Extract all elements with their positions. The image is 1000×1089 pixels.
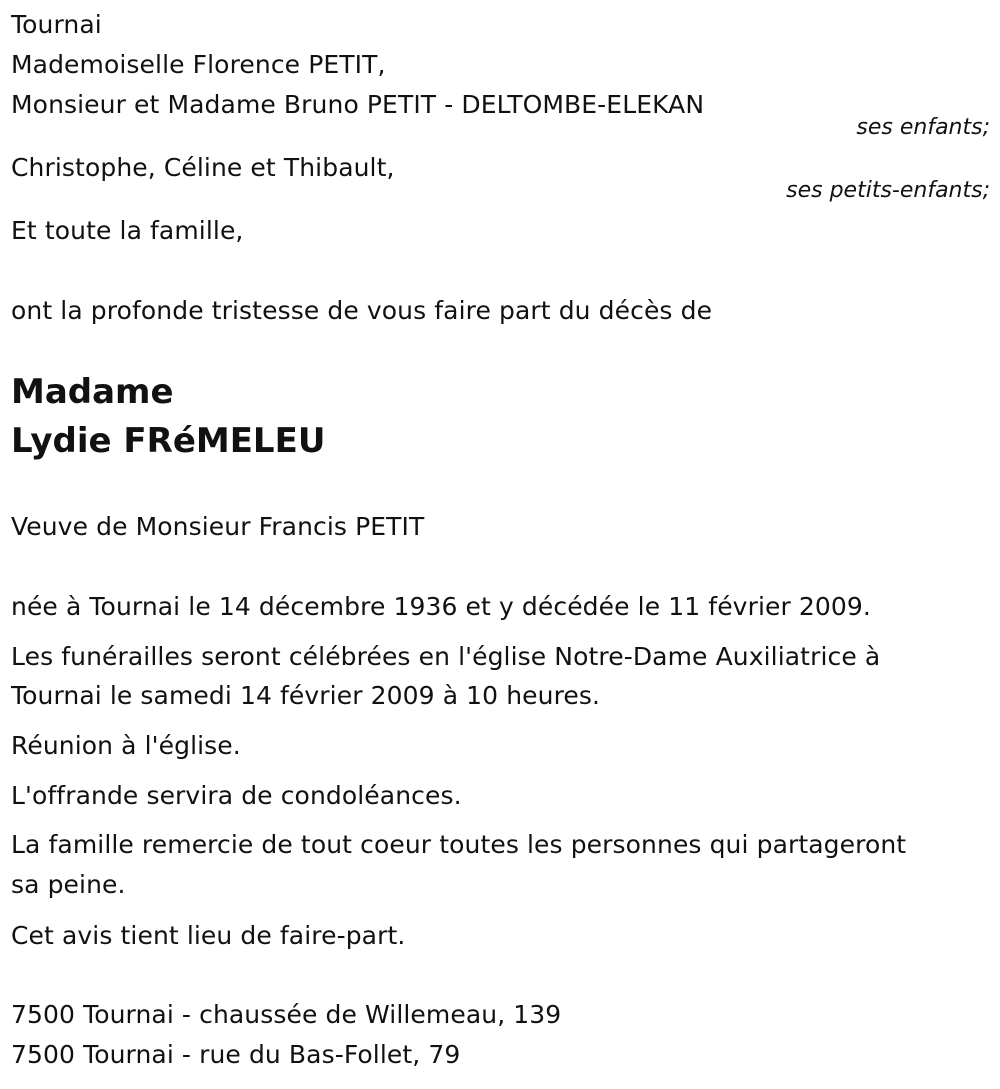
children-role: ses enfants; xyxy=(856,115,990,140)
whole-family: Et toute la famille, xyxy=(11,216,244,245)
family-child-1: Mademoiselle Florence PETIT, xyxy=(11,50,386,79)
address-1: 7500 Tournai - chaussée de Willemeau, 139 xyxy=(11,1000,562,1029)
widow-of: Veuve de Monsieur Francis PETIT xyxy=(11,512,425,541)
grandchildren-names: Christophe, Céline et Thibault, xyxy=(11,153,395,182)
announcement-text: ont la profonde tristesse de vous faire part du décès de xyxy=(11,296,713,325)
grandchildren-role: ses petits-enfants; xyxy=(786,178,990,203)
thanks-line-2: sa peine. xyxy=(11,870,126,899)
offering-info: L'offrande servira de condoléances. xyxy=(11,781,462,810)
birth-death-dates: née à Tournai le 14 décembre 1936 et y décédée le 11 février 2009. xyxy=(11,592,871,621)
funeral-info-line-1: Les funérailles seront célébrées en l'église Notre-Dame Auxiliatrice à xyxy=(11,642,881,671)
family-city: Tournai xyxy=(11,10,102,39)
thanks-line-1: La famille remercie de tout coeur toutes les personnes qui partageront xyxy=(11,830,907,859)
notice-text: Cet avis tient lieu de faire-part. xyxy=(11,921,406,950)
funeral-info-line-2: Tournai le samedi 14 février 2009 à 10 heures. xyxy=(11,681,601,710)
deceased-title: Madame xyxy=(11,372,174,412)
address-2: 7500 Tournai - rue du Bas-Follet, 79 xyxy=(11,1040,461,1069)
deceased-name: Lydie FRéMELEU xyxy=(11,421,326,461)
family-child-2: Monsieur et Madame Bruno PETIT - DELTOMBE-ELEKAN xyxy=(11,90,705,119)
meeting-info: Réunion à l'église. xyxy=(11,731,241,760)
